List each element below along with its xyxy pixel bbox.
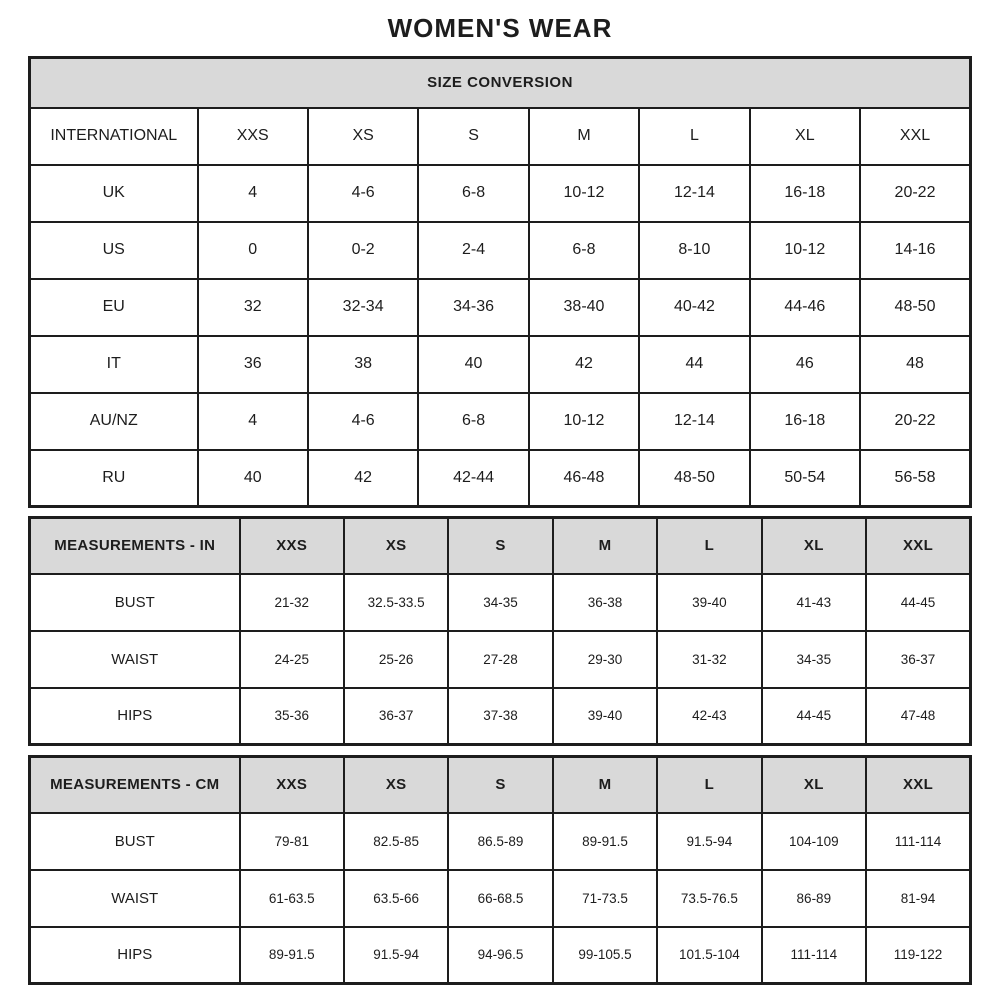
size-column-header: XXS bbox=[240, 518, 344, 574]
measurement-cell: 39-40 bbox=[657, 574, 761, 631]
size-cell: 44-46 bbox=[750, 279, 860, 336]
measurement-cell: 39-40 bbox=[553, 688, 657, 745]
size-column-header: XXS bbox=[240, 757, 344, 813]
measurement-cell: 36-37 bbox=[344, 688, 448, 745]
measurement-cell: 66-68.5 bbox=[448, 870, 552, 927]
size-cell: 0 bbox=[198, 222, 308, 279]
size-cell: 16-18 bbox=[750, 165, 860, 222]
size-cell: 4-6 bbox=[308, 165, 418, 222]
size-cell: 48-50 bbox=[639, 450, 749, 507]
measurements-cm-table bbox=[28, 755, 972, 985]
size-cell: 20-22 bbox=[860, 393, 970, 450]
measurement-cell: 61-63.5 bbox=[240, 870, 344, 927]
measurement-cell: 104-109 bbox=[762, 813, 866, 870]
size-cell: 40 bbox=[418, 336, 528, 393]
size-cell: 46-48 bbox=[529, 450, 639, 507]
measurement-cell: 44-45 bbox=[762, 688, 866, 745]
size-cell: 46 bbox=[750, 336, 860, 393]
row-label: BUST bbox=[30, 813, 240, 870]
size-cell: 36 bbox=[198, 336, 308, 393]
measurements-cm-header-row bbox=[30, 757, 971, 813]
measurement-cell: 111-114 bbox=[866, 813, 970, 870]
size-column-header: S bbox=[448, 518, 552, 574]
size-cell: 6-8 bbox=[418, 165, 528, 222]
size-cell: 2-4 bbox=[418, 222, 528, 279]
size-cell: 38 bbox=[308, 336, 418, 393]
measurement-cell: 89-91.5 bbox=[240, 927, 344, 984]
size-column-header: S bbox=[418, 108, 528, 165]
measurement-cell: 36-37 bbox=[866, 631, 970, 688]
measurements-cm-label: MEASUREMENTS - CM bbox=[30, 757, 240, 813]
measurement-cell: 24-25 bbox=[240, 631, 344, 688]
size-column-header: M bbox=[529, 108, 639, 165]
measurement-cell: 21-32 bbox=[240, 574, 344, 631]
international-label: INTERNATIONAL bbox=[30, 108, 198, 165]
measurement-cell: 25-26 bbox=[344, 631, 448, 688]
measurement-cell: 34-35 bbox=[448, 574, 552, 631]
row-label: HIPS bbox=[30, 927, 240, 984]
measurement-cell: 86-89 bbox=[762, 870, 866, 927]
table-row-us bbox=[30, 222, 971, 279]
size-column-header: XL bbox=[750, 108, 860, 165]
size-column-header: S bbox=[448, 757, 552, 813]
size-column-header: XS bbox=[344, 518, 448, 574]
measurement-cell: 47-48 bbox=[866, 688, 970, 745]
measurement-cell: 81-94 bbox=[866, 870, 970, 927]
measurements-in-table bbox=[28, 516, 972, 746]
size-column-header: XL bbox=[762, 757, 866, 813]
measurement-cell: 73.5-76.5 bbox=[657, 870, 761, 927]
size-column-header: L bbox=[639, 108, 749, 165]
size-cell: 32 bbox=[198, 279, 308, 336]
row-label: UK bbox=[30, 165, 198, 222]
measurement-cell: 31-32 bbox=[657, 631, 761, 688]
size-column-header: XXS bbox=[198, 108, 308, 165]
measurement-cell: 111-114 bbox=[762, 927, 866, 984]
size-cell: 4 bbox=[198, 165, 308, 222]
row-label: EU bbox=[30, 279, 198, 336]
table-row-eu bbox=[30, 279, 971, 336]
measurement-cell: 37-38 bbox=[448, 688, 552, 745]
measurement-cell: 91.5-94 bbox=[657, 813, 761, 870]
size-conversion-header: SIZE CONVERSION bbox=[30, 58, 971, 108]
table-row-it bbox=[30, 336, 971, 393]
table-row-uk bbox=[30, 165, 971, 222]
measurement-cell: 91.5-94 bbox=[344, 927, 448, 984]
size-cell: 48 bbox=[860, 336, 970, 393]
size-cell: 10-12 bbox=[529, 393, 639, 450]
row-label: WAIST bbox=[30, 631, 240, 688]
size-column-header: M bbox=[553, 757, 657, 813]
size-cell: 42 bbox=[529, 336, 639, 393]
size-column-header: L bbox=[657, 518, 761, 574]
size-cell: 0-2 bbox=[308, 222, 418, 279]
size-cell: 34-36 bbox=[418, 279, 528, 336]
size-cell: 4 bbox=[198, 393, 308, 450]
size-cell: 50-54 bbox=[750, 450, 860, 507]
table-row-bust-in bbox=[30, 574, 971, 631]
measurements-in-label: MEASUREMENTS - IN bbox=[30, 518, 240, 574]
measurement-cell: 29-30 bbox=[553, 631, 657, 688]
measurement-cell: 32.5-33.5 bbox=[344, 574, 448, 631]
size-cell: 42-44 bbox=[418, 450, 528, 507]
table-row-ru bbox=[30, 450, 971, 507]
size-column-header: XS bbox=[344, 757, 448, 813]
measurement-cell: 89-91.5 bbox=[553, 813, 657, 870]
measurement-cell: 36-38 bbox=[553, 574, 657, 631]
size-cell: 8-10 bbox=[639, 222, 749, 279]
row-label: RU bbox=[30, 450, 198, 507]
size-cell: 42 bbox=[308, 450, 418, 507]
measurement-cell: 34-35 bbox=[762, 631, 866, 688]
measurement-cell: 99-105.5 bbox=[553, 927, 657, 984]
size-cell: 40-42 bbox=[639, 279, 749, 336]
size-column-header: XXL bbox=[866, 518, 970, 574]
table-row-waist-in bbox=[30, 631, 971, 688]
size-column-header: XXL bbox=[866, 757, 970, 813]
measurement-cell: 44-45 bbox=[866, 574, 970, 631]
size-cell: 44 bbox=[639, 336, 749, 393]
size-column-header: M bbox=[553, 518, 657, 574]
row-label: US bbox=[30, 222, 198, 279]
table-row-aunz bbox=[30, 393, 971, 450]
measurements-in-header-row bbox=[30, 518, 971, 574]
measurement-cell: 41-43 bbox=[762, 574, 866, 631]
size-columns-row bbox=[30, 108, 971, 165]
page-title: WOMEN'S WEAR bbox=[387, 13, 613, 43]
size-cell: 20-22 bbox=[860, 165, 970, 222]
size-cell: 12-14 bbox=[639, 165, 749, 222]
size-column-header: XXL bbox=[860, 108, 970, 165]
row-label: IT bbox=[30, 336, 198, 393]
size-cell: 12-14 bbox=[639, 393, 749, 450]
size-cell: 14-16 bbox=[860, 222, 970, 279]
measurement-cell: 42-43 bbox=[657, 688, 761, 745]
table-row-waist-cm bbox=[30, 870, 971, 927]
table-row-hips-in bbox=[30, 688, 971, 745]
measurement-cell: 71-73.5 bbox=[553, 870, 657, 927]
size-cell: 38-40 bbox=[529, 279, 639, 336]
section-header-row bbox=[30, 58, 971, 108]
measurement-cell: 86.5-89 bbox=[448, 813, 552, 870]
table-row-bust-cm bbox=[30, 813, 971, 870]
row-label: AU/NZ bbox=[30, 393, 198, 450]
measurement-cell: 63.5-66 bbox=[344, 870, 448, 927]
size-cell: 10-12 bbox=[750, 222, 860, 279]
size-cell: 40 bbox=[198, 450, 308, 507]
row-label: HIPS bbox=[30, 688, 240, 745]
size-column-header: L bbox=[657, 757, 761, 813]
measurement-cell: 79-81 bbox=[240, 813, 344, 870]
size-cell: 16-18 bbox=[750, 393, 860, 450]
size-column-header: XL bbox=[762, 518, 866, 574]
measurement-cell: 94-96.5 bbox=[448, 927, 552, 984]
measurement-cell: 27-28 bbox=[448, 631, 552, 688]
row-label: WAIST bbox=[30, 870, 240, 927]
size-cell: 48-50 bbox=[860, 279, 970, 336]
row-label: BUST bbox=[30, 574, 240, 631]
size-column-header: XS bbox=[308, 108, 418, 165]
measurement-cell: 35-36 bbox=[240, 688, 344, 745]
table-row-hips-cm bbox=[30, 927, 971, 984]
size-cell: 32-34 bbox=[308, 279, 418, 336]
size-cell: 10-12 bbox=[529, 165, 639, 222]
measurement-cell: 82.5-85 bbox=[344, 813, 448, 870]
size-conversion-table bbox=[28, 56, 972, 508]
measurement-cell: 101.5-104 bbox=[657, 927, 761, 984]
size-cell: 56-58 bbox=[860, 450, 970, 507]
size-cell: 4-6 bbox=[308, 393, 418, 450]
size-cell: 6-8 bbox=[418, 393, 528, 450]
measurement-cell: 119-122 bbox=[866, 927, 970, 984]
size-cell: 6-8 bbox=[529, 222, 639, 279]
